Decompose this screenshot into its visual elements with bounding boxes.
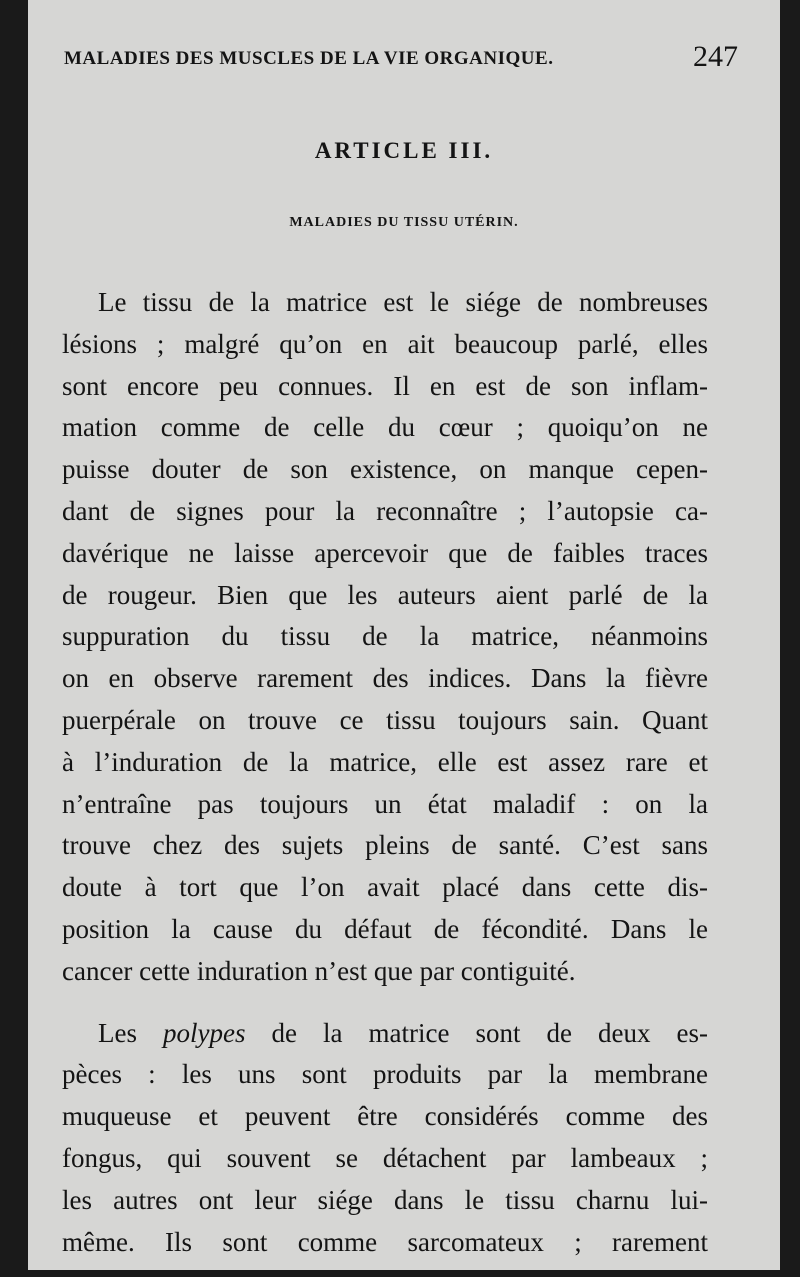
text-line: n’entraîne pas toujours un état maladif : on la (62, 788, 708, 819)
text-run: Les (98, 1017, 164, 1048)
text-line: même. Ils sont comme sarcomateux ; rarement (62, 1226, 708, 1257)
text-line: davérique ne laisse apercevoir que de faibles traces (62, 537, 708, 568)
text-line: pèces : les uns sont produits par la membrane (62, 1059, 708, 1090)
text-line: suppuration du tissu de la matrice, néanmoins (62, 621, 708, 652)
text-line: de rougeur. Bien que les auteurs aient parlé de la (62, 579, 708, 610)
book-page (28, 0, 780, 1270)
text-line: fongus, qui souvent se détachent par lambeaux ; (62, 1142, 708, 1173)
text-line: muqueuse et peuvent être considérés comme des (62, 1101, 708, 1132)
page-number: 247 (693, 40, 738, 73)
text-line: à l’induration de la matrice, elle est assez rare et (62, 746, 708, 777)
running-title: MALADIES DES MUSCLES DE LA VIE ORGANIQUE. (64, 48, 554, 69)
text-line: cancer cette induration n’est que par contiguité. (62, 955, 576, 986)
text-line: puisse douter de son existence, on manque cepen- (62, 454, 708, 485)
text-line: les autres ont leur siége dans le tissu charnu lui- (62, 1184, 708, 1215)
paragraph-2 (62, 1013, 708, 1264)
text-line: lésions ; malgré qu’on en ait beaucoup parlé, elles (62, 328, 708, 359)
text-line: mation comme de celle du cœur ; quoiqu’on ne (62, 412, 708, 443)
text-line: trouve chez des sujets pleins de santé. C’est sans (62, 830, 708, 861)
running-head (64, 40, 738, 80)
text-line: Le tissu de la matrice est le siége de nombreuses (98, 287, 708, 317)
italic-term: polypes (163, 1017, 246, 1048)
text-line (62, 1013, 708, 1055)
text-run: de la matrice sont de deux es- (245, 1017, 708, 1048)
body-text (62, 282, 708, 1263)
text-line: puerpérale on trouve ce tissu toujours sain. Quant (62, 704, 708, 735)
text-line: on en observe rarement des indices. Dans la fièvre (62, 663, 708, 694)
text-line: sont encore peu connues. Il en est de son inflam- (62, 370, 708, 401)
section-title: MALADIES DU TISSU UTÉRIN. (289, 215, 519, 230)
text-line: doute à tort que l’on avait placé dans cette dis- (62, 872, 708, 903)
text-line: dant de signes pour la reconnaître ; l’autopsie ca- (62, 495, 708, 526)
paragraph-1 (62, 282, 708, 993)
article-title: ARTICLE III. (314, 138, 494, 163)
paragraph-gap (62, 993, 708, 1013)
text-line: position la cause du défaut de fécondité. Dans le (62, 913, 708, 944)
